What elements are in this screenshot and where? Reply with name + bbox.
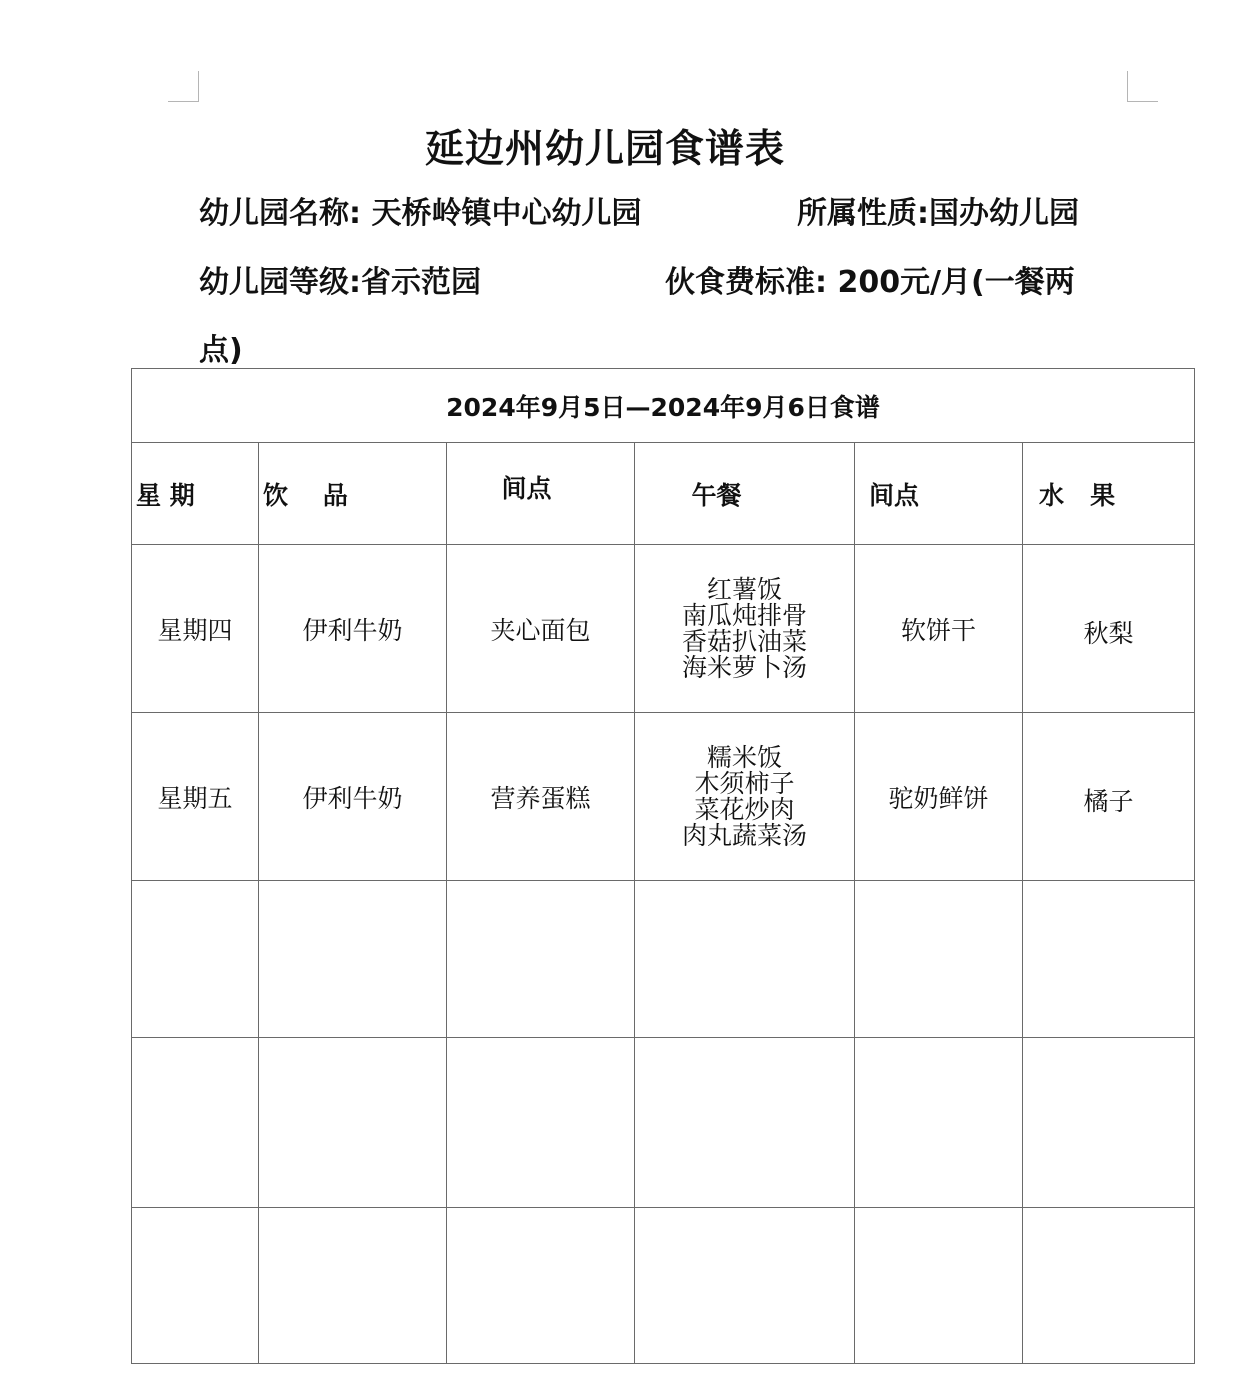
page-corner-mark-top-right	[1127, 71, 1158, 102]
header-snack-am: 间点	[447, 443, 635, 545]
lunch-item: 海米萝卜汤	[681, 652, 807, 682]
empty-cell	[855, 1208, 1023, 1364]
date-range: 2024年9月5日—2024年9月6日食谱	[132, 369, 1195, 443]
empty-cell	[259, 881, 447, 1038]
empty-cell	[1023, 1208, 1195, 1364]
weekday-cell: 星期四	[132, 545, 259, 713]
empty-cell	[132, 1208, 259, 1364]
empty-cell	[855, 881, 1023, 1038]
empty-cell	[635, 1038, 855, 1208]
snack-am-cell: 夹心面包	[447, 545, 635, 713]
lunch-item: 肉丸蔬菜汤	[681, 820, 807, 850]
empty-cell	[1023, 881, 1195, 1038]
drink-cell: 伊利牛奶	[259, 545, 447, 713]
empty-cell	[635, 1208, 855, 1364]
empty-cell	[855, 1038, 1023, 1208]
date-range-row	[132, 369, 1195, 443]
lunch-item: 木须柿子	[694, 768, 795, 798]
lunch-cell	[635, 545, 855, 713]
empty-cell	[259, 1038, 447, 1208]
fruit-cell: 秋梨	[1023, 545, 1195, 713]
fee-standard: 伙食费标准: 200元/月(一餐两	[665, 265, 1075, 300]
lunch-item: 香菇扒油菜	[681, 626, 807, 656]
empty-cell	[447, 881, 635, 1038]
empty-table-row	[132, 881, 1195, 1038]
snack-am-cell: 营养蛋糕	[447, 713, 635, 881]
kindergarten-nature: 所属性质:国办幼儿园	[797, 196, 1079, 231]
lunch-cell	[635, 713, 855, 881]
lunch-item: 菜花炒肉	[694, 794, 795, 824]
menu-table	[131, 368, 1195, 1364]
fee-standard-continued: 点)	[199, 333, 243, 368]
empty-cell	[1023, 1038, 1195, 1208]
header-drink: 饮 品	[259, 443, 447, 545]
lunch-item: 红薯饭	[706, 574, 782, 604]
lunch-item: 南瓜炖排骨	[681, 600, 807, 630]
header-fruit: 水 果	[1023, 443, 1195, 545]
empty-table-row	[132, 1038, 1195, 1208]
lunch-item: 糯米饭	[706, 742, 782, 772]
empty-cell	[635, 881, 855, 1038]
weekday-cell: 星期五	[132, 713, 259, 881]
kindergarten-level: 幼儿园等级:省示范园	[199, 265, 481, 300]
drink-cell: 伊利牛奶	[259, 713, 447, 881]
header-snack-pm: 间点	[855, 443, 1023, 545]
empty-cell	[447, 1038, 635, 1208]
empty-table-row	[132, 1208, 1195, 1364]
empty-cell	[132, 881, 259, 1038]
snack-pm-cell: 驼奶鲜饼	[855, 713, 1023, 881]
page-corner-mark-top-left	[168, 71, 199, 102]
table-row	[132, 713, 1195, 881]
header-row	[132, 443, 1195, 545]
header-weekday: 星 期	[132, 443, 259, 545]
header-lunch: 午餐	[635, 443, 855, 545]
kindergarten-name: 幼儿园名称: 天桥岭镇中心幼儿园	[199, 196, 642, 231]
snack-pm-cell: 软饼干	[855, 545, 1023, 713]
fruit-cell: 橘子	[1023, 713, 1195, 881]
empty-cell	[447, 1208, 635, 1364]
table-row	[132, 545, 1195, 713]
document-title: 延边州幼儿园食谱表	[424, 127, 785, 172]
empty-cell	[259, 1208, 447, 1364]
empty-cell	[132, 1038, 259, 1208]
